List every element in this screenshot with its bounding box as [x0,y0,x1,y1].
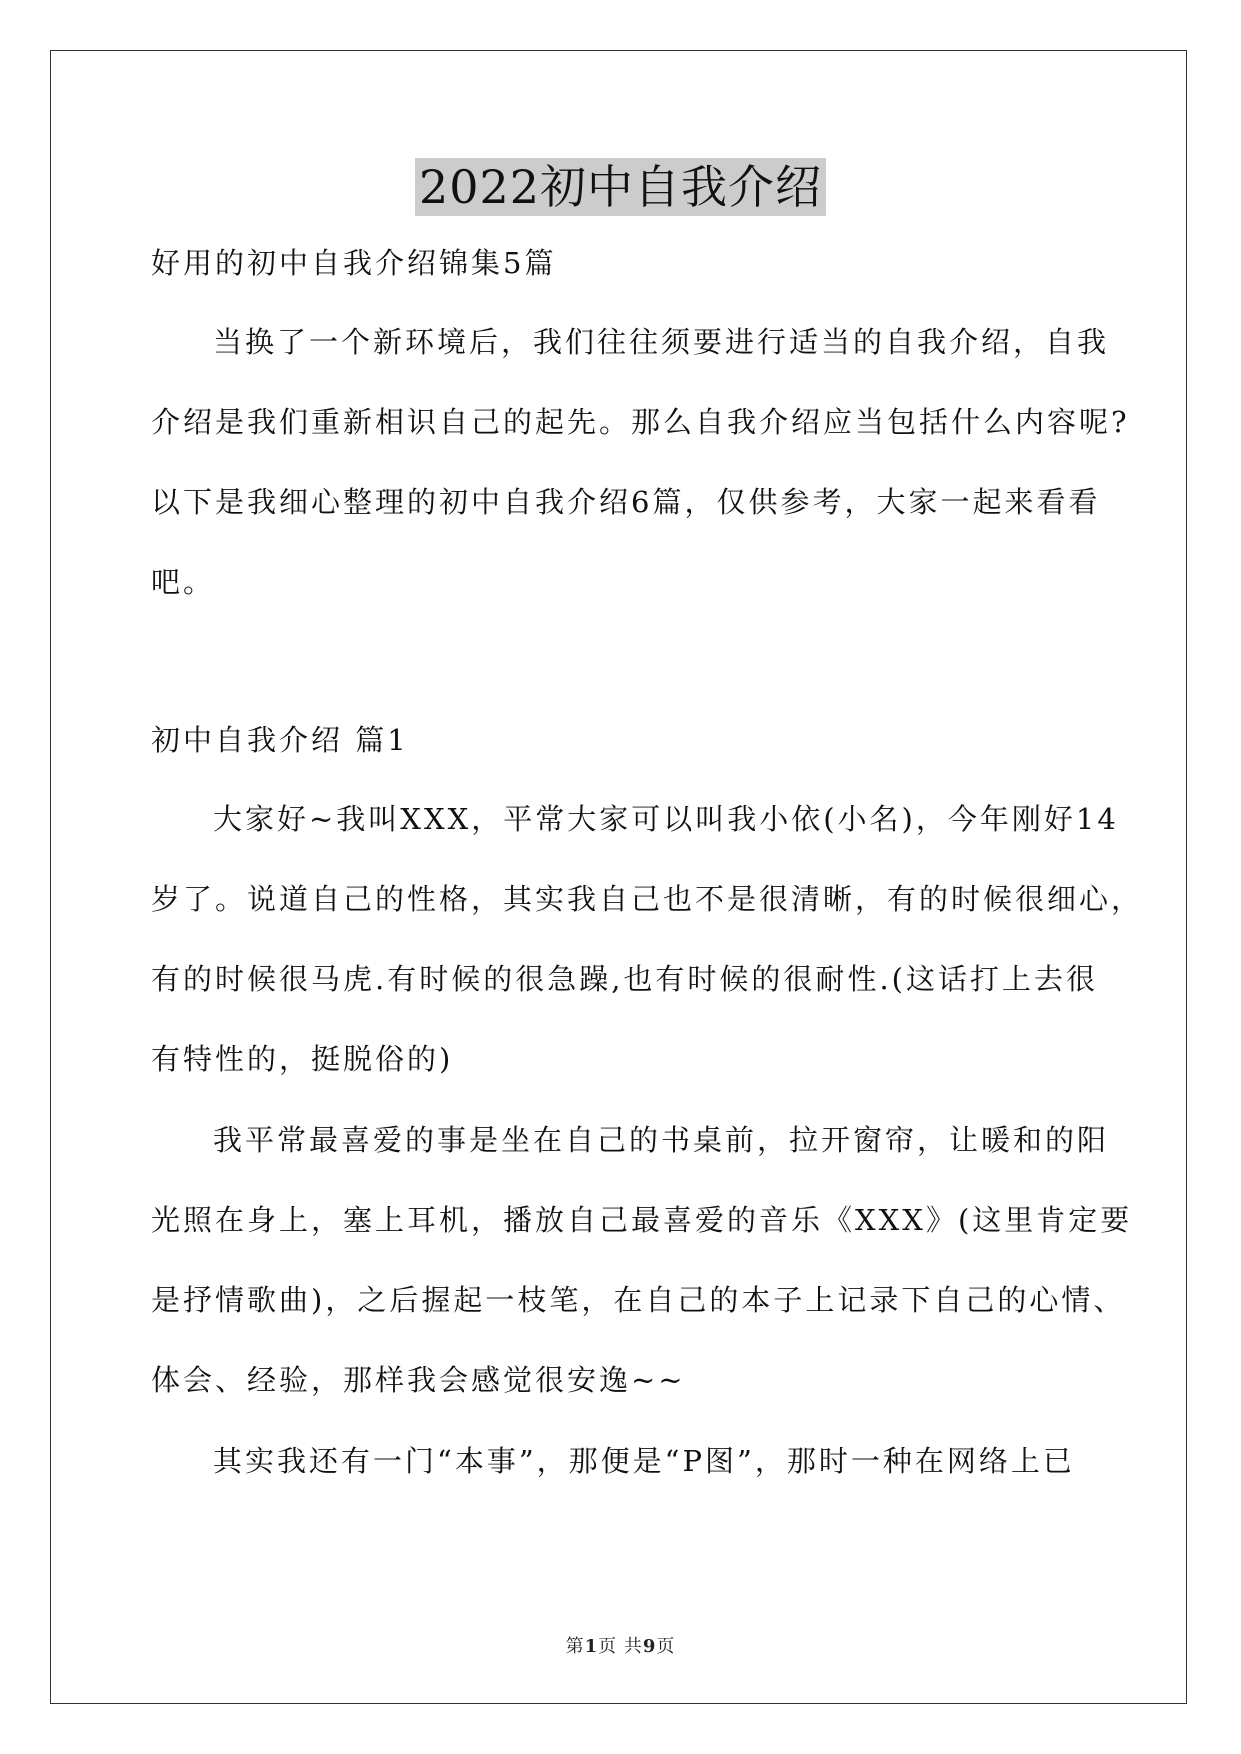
document-body [151,243,1144,1482]
intro-paragraph [151,322,1130,603]
section-heading: 初中自我介绍 篇1 [151,723,409,757]
footer-suffix: 页 [656,1636,676,1657]
paragraph-line: 大家好~我叫XXX，平常大家可以叫我小依(小名)，今年刚好14 [213,802,1119,836]
intro-line: 当换了一个新环境后，我们往往须要进行适当的自我介绍，自我 [213,325,1110,359]
page-footer [0,1632,1241,1658]
section1-paragraph-1 [151,799,1144,1080]
section1-paragraph-3 [151,1441,1096,1482]
paragraph-line: 体会、经验，那样我会感觉很安逸~~ [151,1363,686,1397]
total-pages-number: 9 [642,1636,657,1657]
intro-line: 以下是我细心整理的初中自我介绍6篇，仅供参考，大家一起来看看 [151,485,1101,519]
paragraph-line: 光照在身上，塞上耳机，播放自己最喜爱的音乐《XXX》(这里肯定要 [151,1203,1133,1237]
section1-paragraph-2 [151,1120,1133,1401]
title-container [0,158,1241,216]
paragraph-line: 其实我还有一门“本事”，那便是“P图”，那时一种在网络上已 [213,1444,1075,1478]
paragraph-line: 有特性的，挺脱俗的) [151,1042,454,1076]
paragraph-line: 岁了。说道自己的性格，其实我自己也不是很清晰，有的时候很细心， [151,882,1144,916]
footer-prefix: 第 [565,1636,585,1657]
document-title: 2022初中自我介绍 [415,158,826,216]
paragraph-line: 是抒情歌曲)，之后握起一枝笔，在自己的本子上记录下自己的心情、 [151,1283,1126,1317]
intro-line: 介绍是我们重新相识自己的起先。那么自我介绍应当包括什么内容呢? [151,405,1130,439]
subtitle: 好用的初中自我介绍锦集5篇 [151,246,557,280]
footer-middle: 页 共 [598,1636,643,1657]
current-page-number: 1 [584,1636,599,1657]
paragraph-line: 我平常最喜爱的事是坐在自己的书桌前，拉开窗帘，让暖和的阳 [213,1123,1110,1157]
paragraph-line: 有的时候很马虎.有时候的很急躁,也有时候的很耐性.(这话打上去很 [151,962,1098,996]
intro-line: 吧。 [151,565,216,599]
